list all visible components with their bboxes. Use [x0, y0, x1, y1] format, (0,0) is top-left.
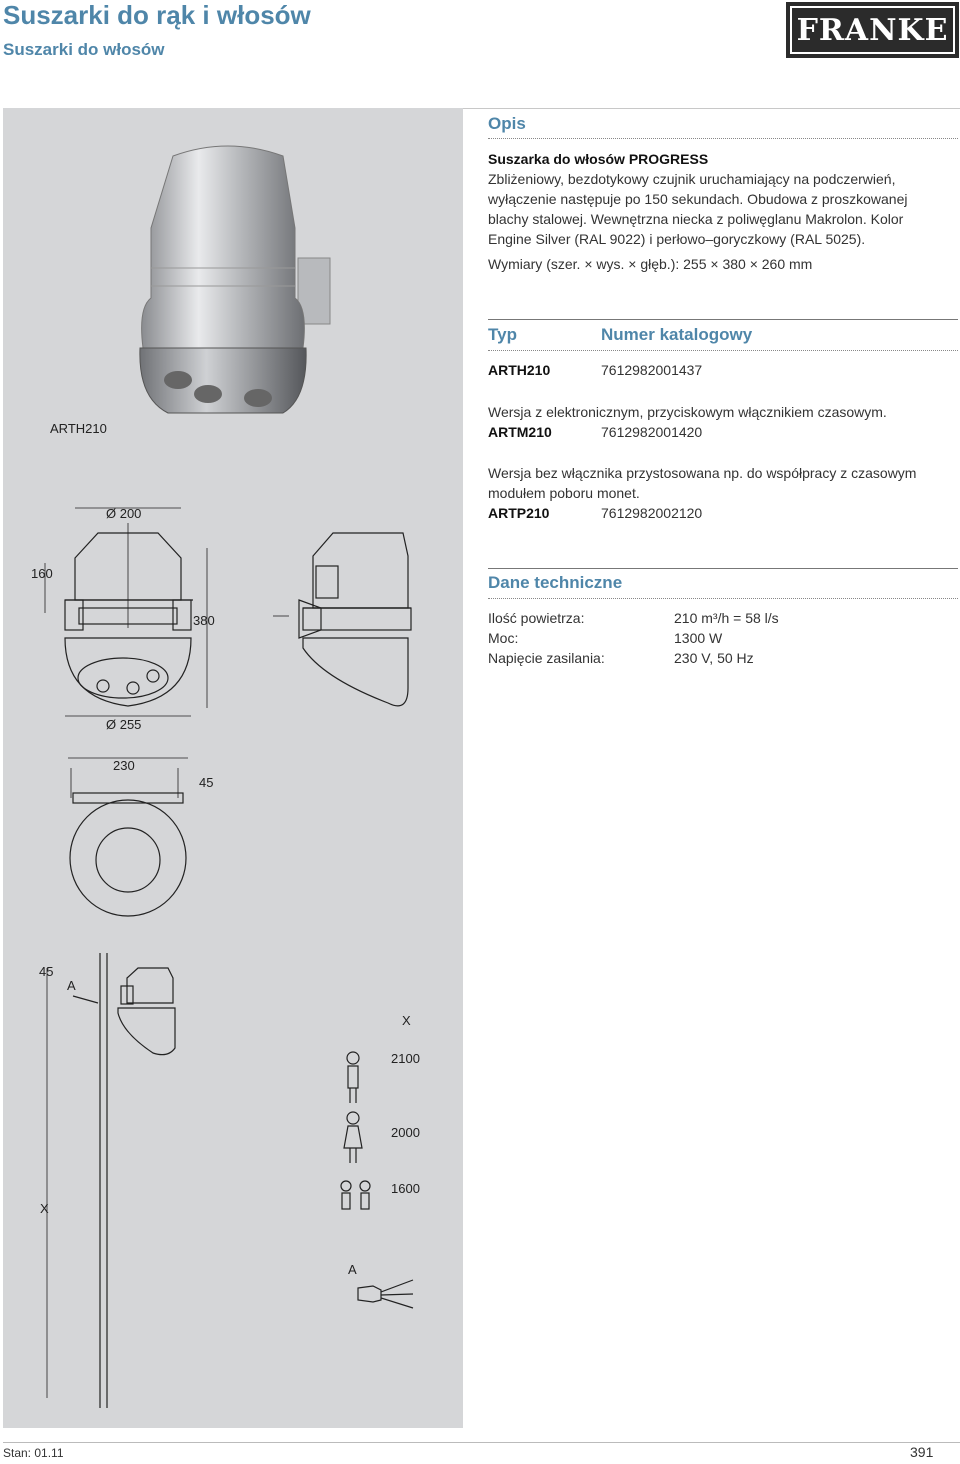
divider: [488, 568, 958, 569]
height-2100: 2100: [391, 1051, 420, 1066]
front-view-drawing: [45, 508, 207, 716]
divider: [488, 138, 958, 139]
height-1600: 1600: [391, 1181, 420, 1196]
page-subtitle: Suszarki do włosów: [3, 40, 165, 59]
divider: [488, 350, 958, 351]
description-line: blachy stalowej. Wewnętrzna niecka z poliwęglanu Makrolon. Kolor: [488, 211, 904, 227]
col-header-number: Numer katalogowy: [601, 325, 753, 344]
footer-stand: Stan: 01.11: [3, 1446, 64, 1460]
footer-rule: [3, 1442, 960, 1443]
panel-top-rule: [463, 108, 960, 109]
catalog-type: ARTH210: [488, 362, 551, 378]
installation-drawing: [47, 953, 413, 1408]
col-header-type: Typ: [488, 325, 517, 344]
section-title-opis: Opis: [488, 114, 526, 133]
dim-230: 230: [113, 758, 135, 773]
product-label: ARTH210: [50, 421, 107, 436]
top-view-drawing: [68, 758, 188, 916]
height-2000: 2000: [391, 1125, 420, 1140]
label-a-top: A: [67, 978, 76, 993]
dim-diameter-200: Ø 200: [106, 506, 142, 521]
catalog-number: 7612982001437: [601, 362, 703, 378]
tech-value: 210 m³/h = 58 l/s: [674, 610, 779, 626]
product-illustration-panel: [3, 108, 463, 1428]
divider: [488, 598, 958, 599]
catalog-type: ARTP210: [488, 505, 550, 521]
dim-160: 160: [31, 566, 53, 581]
section-title-tech: Dane techniczne: [488, 573, 623, 592]
hairdryer-photo: [140, 146, 330, 413]
brand-text: FRANKE: [796, 12, 949, 48]
dim-45-top: 45: [199, 775, 214, 790]
description-line: Engine Silver (RAL 9022) i perłowo–goryczkowy (RAL 5025).: [488, 231, 866, 247]
label-a-bottom: A: [348, 1262, 357, 1277]
dim-380: 380: [193, 613, 215, 628]
catalog-note: Wersja z elektronicznym, przyciskowym włącznikiem czasowym.: [488, 404, 887, 420]
catalog-note: modułem poboru monet.: [488, 485, 640, 501]
description-line: wyłączenie następuje po 150 sekundach. Obudowa z proszkowanej: [488, 191, 908, 207]
tech-label: Moc:: [488, 630, 519, 646]
page-title: Suszarki do rąk i włosów: [3, 0, 311, 30]
catalog-number: 7612982001420: [601, 424, 703, 440]
label-x-side: X: [40, 1201, 49, 1216]
page-number: 391: [910, 1444, 934, 1460]
tech-value: 230 V, 50 Hz: [674, 650, 754, 666]
dim-diameter-255: Ø 255: [106, 717, 142, 732]
catalog-note: Wersja bez włącznika przystosowana np. do współpracy z czasowym: [488, 465, 917, 481]
dimensions-text: Wymiary (szer. × wys. × głęb.): 255 × 380 × 260 mm: [488, 256, 813, 272]
description-line: Zbliżeniowy, bezdotykowy czujnik uruchamiający na podczerwień,: [488, 171, 896, 187]
label-x-top: X: [402, 1013, 411, 1028]
tech-label: Napięcie zasilania:: [488, 650, 605, 666]
tech-label: Ilość powietrza:: [488, 610, 585, 626]
catalog-type: ARTM210: [488, 424, 552, 440]
catalog-number: 7612982002120: [601, 505, 703, 521]
dim-45-install: 45: [39, 964, 54, 979]
franke-logo: [786, 2, 959, 58]
tech-value: 1300 W: [674, 630, 723, 646]
technical-drawings: [3, 108, 463, 1428]
divider: [488, 319, 958, 320]
side-view-drawing: [273, 533, 411, 706]
product-name: Suszarka do włosów PROGRESS: [488, 151, 709, 167]
